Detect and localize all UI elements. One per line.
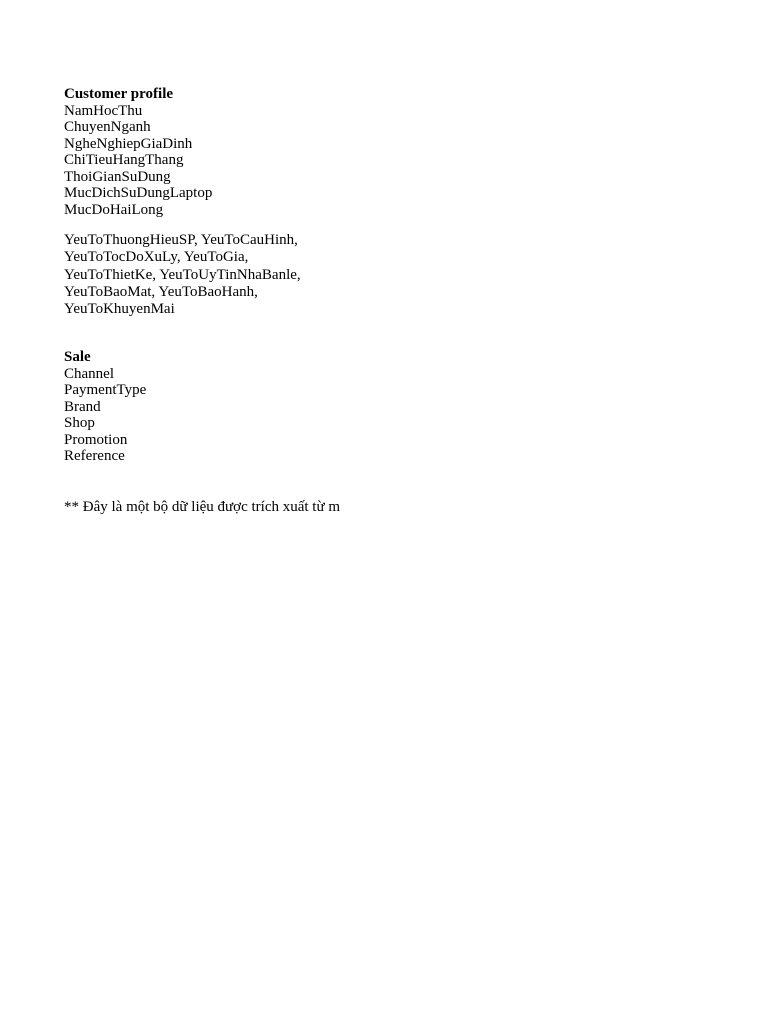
customer-profile-field: NamHocThu bbox=[64, 102, 143, 119]
customer-profile-field: MucDoHaiLong bbox=[64, 201, 164, 218]
factors-line: YeuToTocDoXuLy, YeuToGia, bbox=[64, 249, 249, 266]
factors-line: YeuToThietKe, YeuToUyTinNhaBanle, bbox=[64, 266, 301, 283]
factors-paragraph bbox=[64, 232, 704, 318]
customer-profile-field: ChiTieuHangThang bbox=[64, 152, 184, 168]
factors-line: YeuToThuongHieuSP, YeuToCauHinh, bbox=[64, 232, 298, 248]
footnote bbox=[64, 499, 704, 516]
customer-profile-field: MucDichSuDungLaptop bbox=[64, 185, 213, 201]
customer-profile-section bbox=[64, 86, 704, 218]
factors-line: YeuToKhuyenMai bbox=[64, 301, 175, 318]
sale-field: Reference bbox=[64, 448, 125, 465]
footnote-text: ** Đây là một bộ dữ liệu được trích xuất từ m bbox=[64, 498, 341, 515]
customer-profile-field: NgheNghiepGiaDinh bbox=[64, 135, 193, 152]
document-page bbox=[64, 86, 704, 515]
customer-profile-field: ChuyenNganh bbox=[64, 119, 151, 135]
sale-field: PaymentType bbox=[64, 382, 147, 399]
customer-profile-heading: Customer profile bbox=[64, 86, 174, 102]
sale-heading: Sale bbox=[64, 349, 91, 366]
sale-field: Shop bbox=[64, 415, 95, 432]
sale-field: Channel bbox=[64, 365, 114, 382]
sale-field: Promotion bbox=[64, 431, 128, 448]
sale-field: Brand bbox=[64, 398, 101, 415]
customer-profile-field: ThoiGianSuDung bbox=[64, 168, 171, 185]
factors-line: YeuToBaoMat, YeuToBaoHanh, bbox=[64, 283, 258, 300]
sale-section bbox=[64, 349, 704, 465]
